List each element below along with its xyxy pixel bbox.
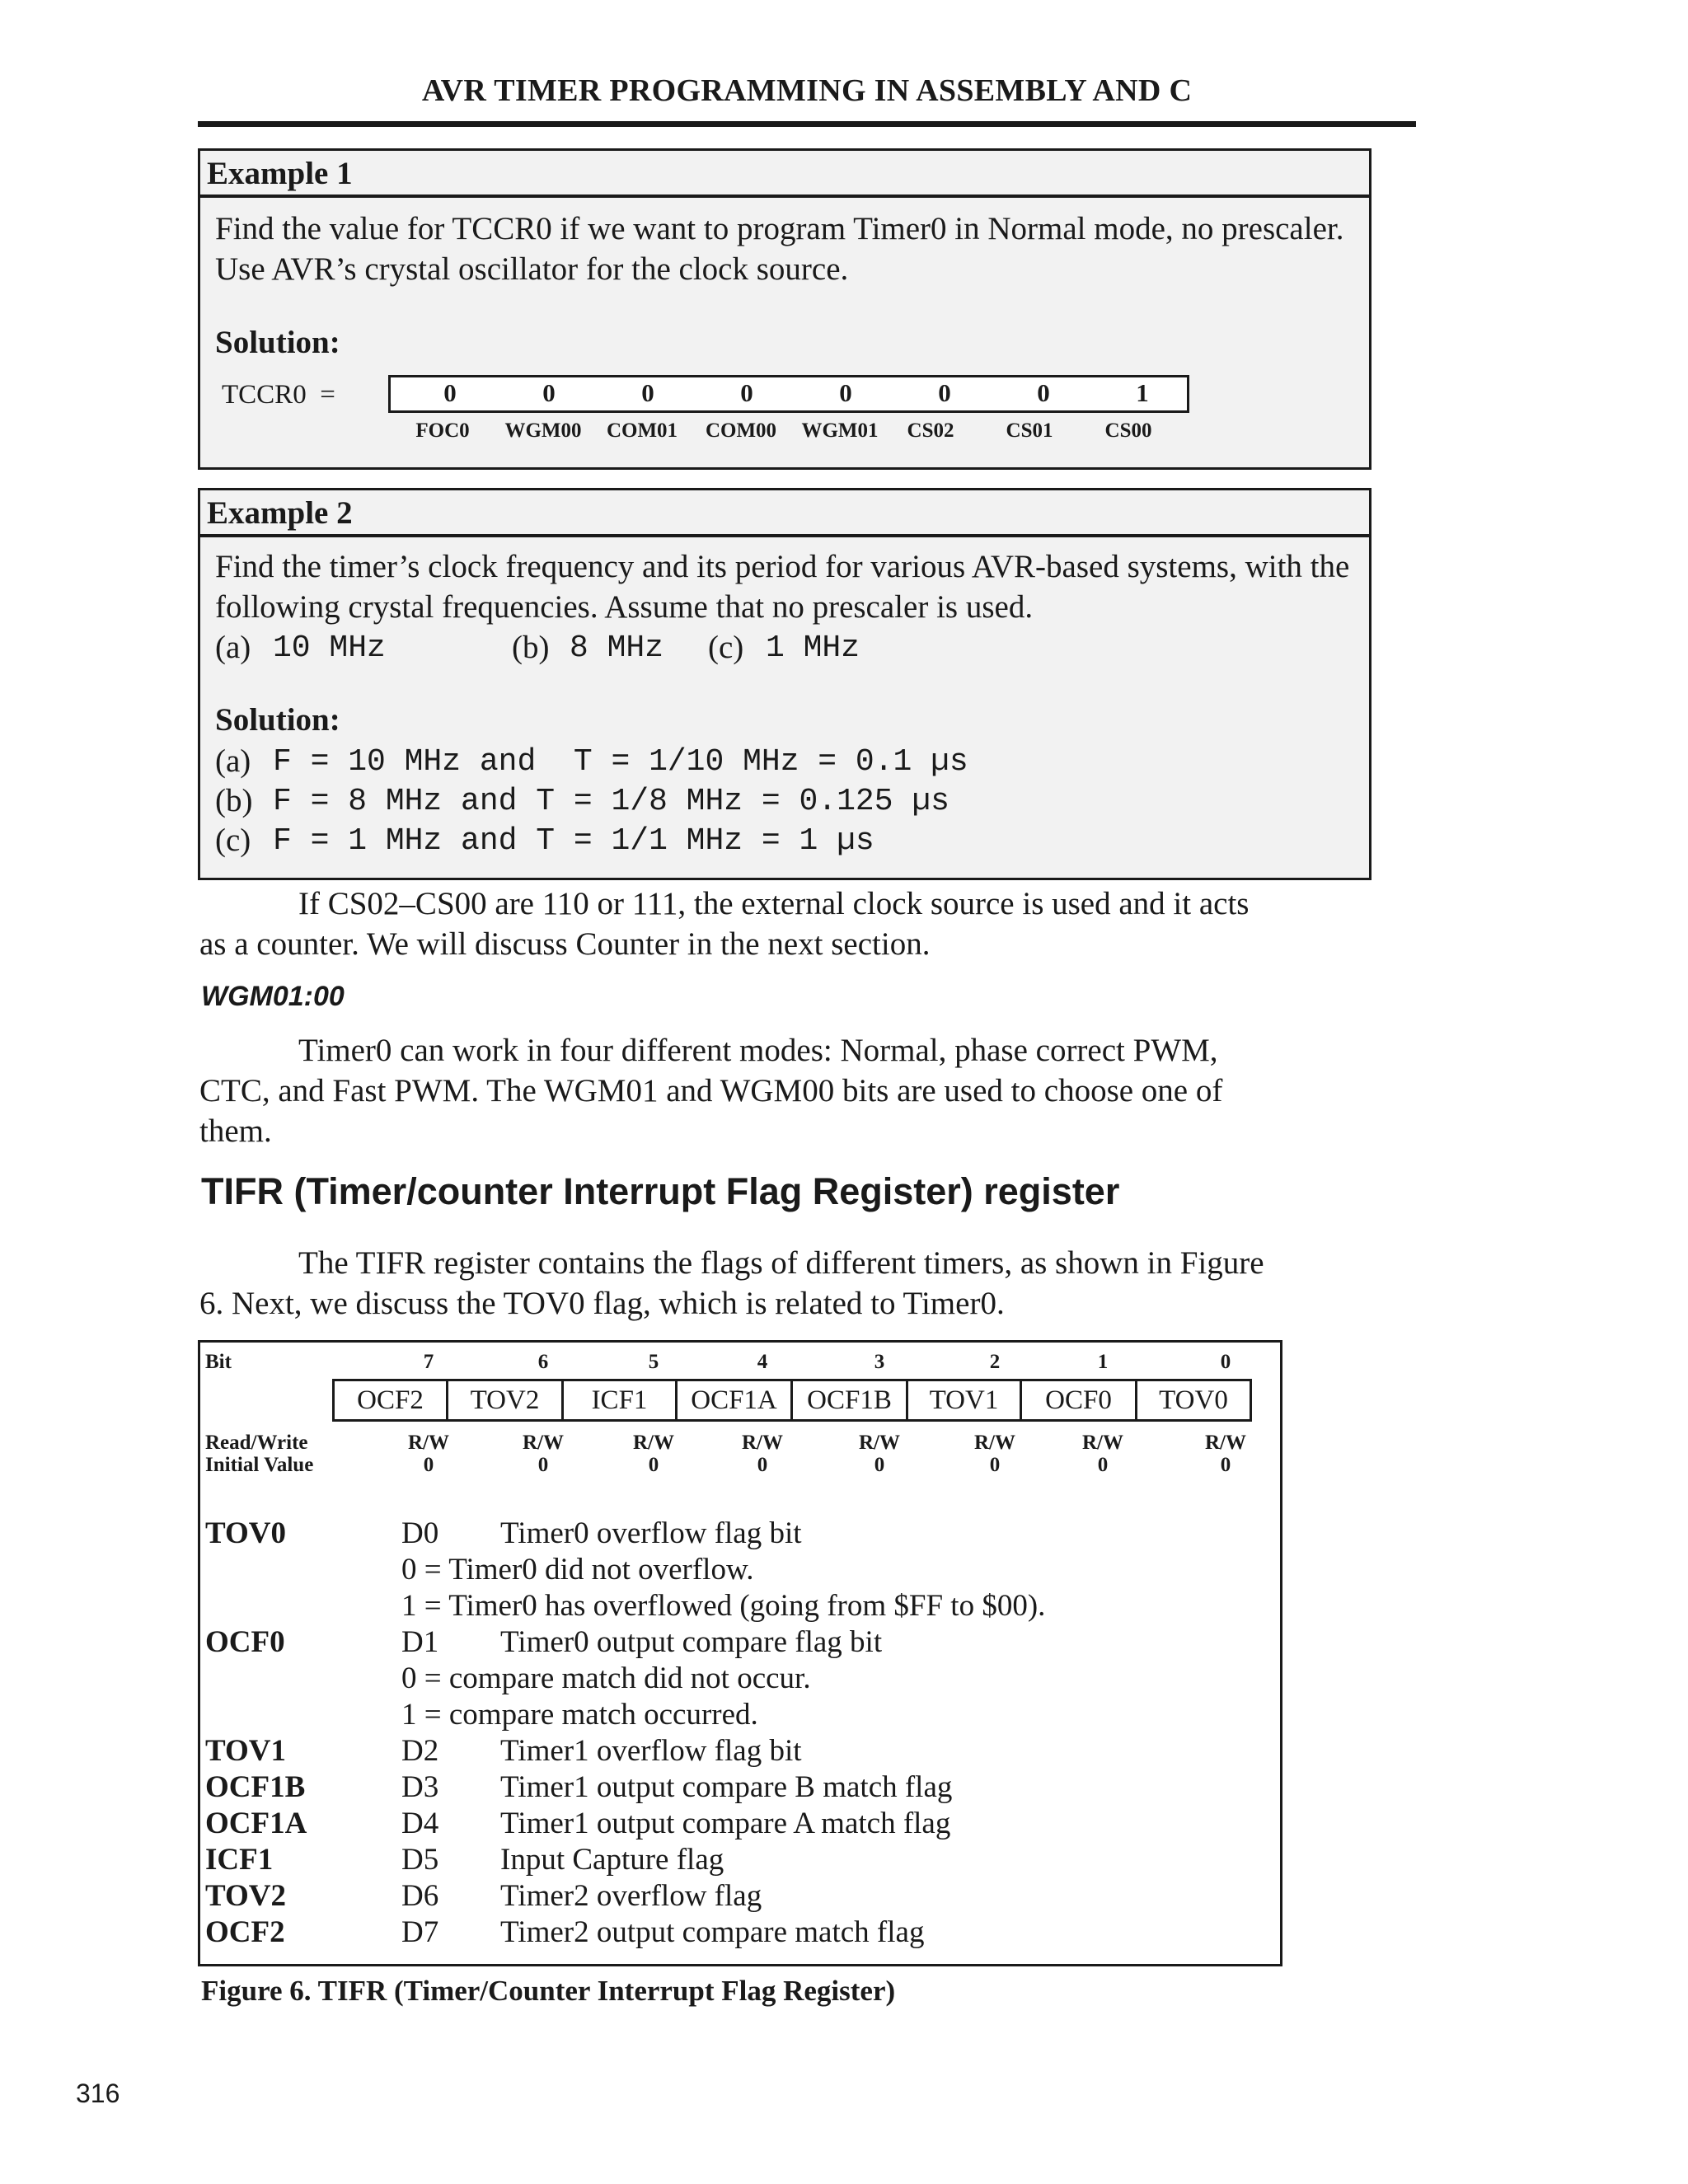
rw-value-3: R/W	[859, 1432, 900, 1454]
desc-sub-ocf0-0: 0 = compare match did not occur.	[401, 1661, 811, 1695]
read-write-label: Read/Write	[205, 1432, 308, 1454]
tifr-field-icf1: ICF1	[561, 1379, 678, 1422]
tifr-register-row	[332, 1379, 1252, 1422]
rw-value-2: R/W	[974, 1432, 1015, 1454]
init-value-0: 0	[1220, 1454, 1231, 1476]
desc-name-ocf2: OCF2	[205, 1915, 285, 1949]
tccr0-register-box	[388, 375, 1189, 413]
example-2-question-line-2: following crystal frequencies. Assume that no prescaler is used.	[215, 589, 1034, 625]
init-value-1: 0	[1097, 1454, 1109, 1476]
bit-number-4: 4	[757, 1351, 768, 1373]
desc-name-tov2: TOV2	[205, 1879, 287, 1913]
tccr0-bit-3: 0	[839, 378, 852, 407]
bit-number-5: 5	[648, 1351, 659, 1373]
solution-c-label: (c)	[215, 823, 251, 858]
solution-a-text: F = 10 MHz and T = 1/10 MHz = 0.1 µs	[273, 744, 968, 780]
desc-text-tov2: Timer2 overflow flag	[500, 1879, 762, 1913]
init-value-5: 0	[648, 1454, 659, 1476]
example-1-question-line-2: Use AVR’s crystal oscillator for the clock source.	[215, 251, 849, 287]
tccr0-label: TCCR0 =	[222, 380, 335, 410]
desc-name-ocf1a: OCF1A	[205, 1807, 307, 1840]
figure-6-caption: Figure 6. TIFR (Timer/Counter Interrupt Flag Register)	[201, 1975, 896, 2007]
rw-value-5: R/W	[633, 1432, 674, 1454]
example-2-title: Example 2	[200, 490, 1369, 537]
bit-number-1: 1	[1097, 1351, 1109, 1373]
desc-text-ocf0: Timer0 output compare flag bit	[500, 1625, 883, 1659]
example-2-question-line-1: Find the timer’s clock frequency and its period for various AVR-based systems, with the	[215, 549, 1350, 584]
tccr0-bit-4: 0	[740, 378, 753, 407]
desc-text-tov0: Timer0 overflow flag bit	[500, 1516, 802, 1550]
header-rule	[198, 121, 1416, 127]
initial-value-label: Initial Value	[205, 1454, 314, 1476]
desc-name-ocf1b: OCF1B	[205, 1770, 306, 1804]
bit-number-7: 7	[423, 1351, 434, 1373]
tifr-field-tov0: TOV0	[1135, 1379, 1252, 1422]
desc-text-ocf1a: Timer1 output compare A match flag	[500, 1807, 951, 1840]
rw-value-1: R/W	[1082, 1432, 1123, 1454]
desc-sub-ocf0-1: 1 = compare match occurred.	[401, 1698, 758, 1732]
section-heading-tifr: TIFR (Timer/counter Interrupt Flag Register) register	[201, 1170, 1120, 1212]
solution-b-label: (b)	[215, 783, 253, 818]
init-value-7: 0	[423, 1454, 434, 1476]
wgm-subheading: WGM01:00	[201, 981, 345, 1012]
example-2-solution-label: Solution:	[215, 702, 340, 738]
solution-a-label: (a)	[215, 743, 251, 779]
tccr0-name-com00: COM00	[705, 419, 777, 442]
tifr-field-ocf2: OCF2	[332, 1379, 448, 1422]
paragraph-1-line-2: as a counter. We will discuss Counter in the next section.	[199, 926, 931, 962]
desc-bit-d6: D6	[401, 1879, 439, 1913]
tccr0-name-com01: COM01	[606, 419, 678, 442]
desc-name-icf1: ICF1	[205, 1843, 274, 1877]
desc-bit-d7: D7	[401, 1915, 439, 1949]
init-value-4: 0	[757, 1454, 768, 1476]
desc-bit-d1: D1	[401, 1625, 439, 1659]
tifr-description-list	[205, 1516, 1268, 1961]
tccr0-name-cs02: CS02	[907, 419, 954, 442]
bit-number-6: 6	[537, 1351, 549, 1373]
tccr0-bit-7: 0	[443, 378, 457, 407]
init-value-2: 0	[989, 1454, 1001, 1476]
paragraph-2-line-2: CTC, and Fast PWM. The WGM01 and WGM00 bits are used to choose one of	[199, 1073, 1223, 1108]
example-1-question-line-1: Find the value for TCCR0 if we want to program Timer0 in Normal mode, no prescaler.	[215, 211, 1344, 246]
option-a-label: (a)	[215, 630, 251, 665]
desc-sub-tov0-0: 0 = Timer0 did not overflow.	[401, 1553, 754, 1586]
tccr0-bit-2: 0	[938, 378, 951, 407]
bit-number-0: 0	[1220, 1351, 1231, 1373]
tccr0-bit-1: 0	[1037, 378, 1050, 407]
bit-number-2: 2	[989, 1351, 1001, 1373]
example-1-title: Example 1	[200, 151, 1369, 198]
init-value-3: 0	[874, 1454, 885, 1476]
page-number: 316	[76, 2079, 120, 2108]
bit-number-3: 3	[874, 1351, 885, 1373]
desc-name-tov1: TOV1	[205, 1734, 287, 1768]
figure-6-box	[198, 1340, 1282, 1966]
tifr-field-ocf1a: OCF1A	[675, 1379, 793, 1422]
desc-bit-d2: D2	[401, 1734, 439, 1768]
bit-label: Bit	[205, 1351, 232, 1373]
desc-text-ocf2: Timer2 output compare match flag	[500, 1915, 925, 1949]
tifr-field-tov2: TOV2	[446, 1379, 564, 1422]
solution-c-text: F = 1 MHz and T = 1/1 MHz = 1 µs	[273, 823, 874, 859]
tccr0-bit-5: 0	[641, 378, 654, 407]
tccr0-name-wgm00: WGM00	[504, 419, 582, 442]
option-b-value: 8 MHz	[570, 630, 664, 666]
option-b-label: (b)	[512, 630, 550, 665]
desc-name-ocf0: OCF0	[205, 1625, 285, 1659]
option-c-value: 1 MHz	[766, 630, 860, 666]
running-head: AVR TIMER PROGRAMMING IN ASSEMBLY AND C	[421, 73, 1193, 108]
tccr0-name-cs00: CS00	[1104, 419, 1152, 442]
option-a-value: 10 MHz	[273, 630, 386, 666]
tccr0-bit-0: 1	[1136, 378, 1149, 407]
rw-value-6: R/W	[523, 1432, 564, 1454]
example-1-solution-label: Solution:	[215, 325, 340, 360]
paragraph-3-line-2: 6. Next, we discuss the TOV0 flag, which is related to Timer0.	[199, 1286, 1005, 1321]
desc-text-icf1: Input Capture flag	[500, 1843, 724, 1877]
tifr-field-ocf0: OCF0	[1020, 1379, 1137, 1422]
tccr0-name-foc0: FOC0	[415, 419, 470, 442]
paragraph-3-line-1: The TIFR register contains the flags of different timers, as shown in Figure	[298, 1245, 1264, 1281]
example-2-box	[198, 488, 1372, 880]
init-value-6: 0	[537, 1454, 549, 1476]
paragraph-2-line-1: Timer0 can work in four different modes: Normal, phase correct PWM,	[298, 1033, 1218, 1068]
rw-value-0: R/W	[1205, 1432, 1246, 1454]
tccr0-bit-6: 0	[542, 378, 556, 407]
rw-value-4: R/W	[742, 1432, 783, 1454]
example-1-box	[198, 148, 1372, 470]
desc-bit-d5: D5	[401, 1843, 439, 1877]
solution-b-text: F = 8 MHz and T = 1/8 MHz = 0.125 µs	[273, 784, 950, 819]
tccr0-name-cs01: CS01	[1006, 419, 1053, 442]
tifr-field-tov1: TOV1	[906, 1379, 1022, 1422]
desc-name-tov0: TOV0	[205, 1516, 287, 1550]
desc-bit-d4: D4	[401, 1807, 439, 1840]
desc-text-ocf1b: Timer1 output compare B match flag	[500, 1770, 953, 1804]
tifr-field-ocf1b: OCF1B	[790, 1379, 908, 1422]
desc-bit-d0: D0	[401, 1516, 439, 1550]
tccr0-name-wgm01: WGM01	[801, 419, 879, 442]
paragraph-2-line-3: them.	[199, 1113, 272, 1149]
rw-value-7: R/W	[408, 1432, 449, 1454]
desc-bit-d3: D3	[401, 1770, 439, 1804]
option-c-label: (c)	[708, 630, 744, 665]
desc-sub-tov0-1: 1 = Timer0 has overflowed (going from $FF to $00).	[401, 1589, 1046, 1623]
paragraph-1-line-1: If CS02–CS00 are 110 or 111, the external clock source is used and it acts	[298, 886, 1250, 921]
desc-text-tov1: Timer1 overflow flag bit	[500, 1734, 802, 1768]
